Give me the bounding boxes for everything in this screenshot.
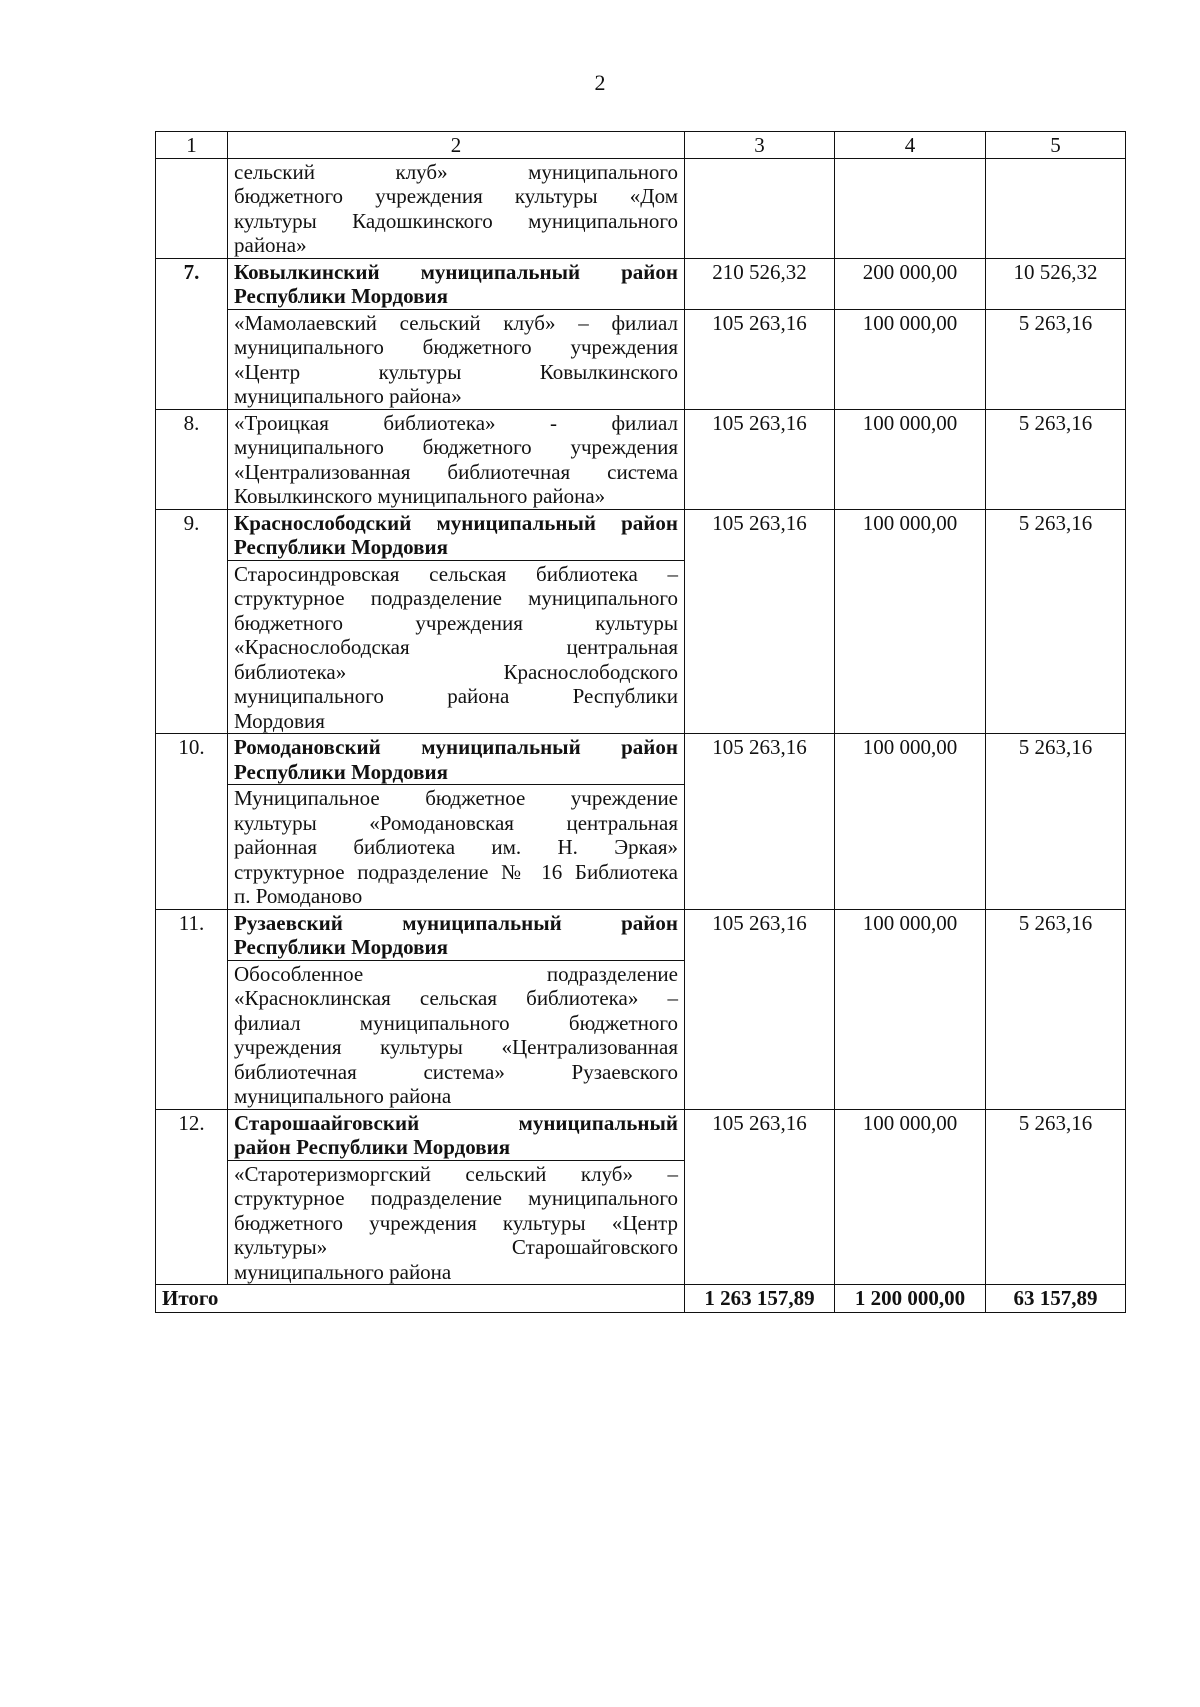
district-line: Краснослободский муниципальный район — [234, 510, 678, 535]
text-line: структурное подразделение муниципального — [234, 1186, 678, 1210]
amount-federal: 100 000,00 — [835, 509, 986, 734]
text-line: Ковылкинского муниципального района» — [234, 484, 606, 508]
amount-total: 105 263,16 — [685, 909, 835, 1109]
table-row — [156, 909, 1126, 960]
amount-total: 105 263,16 — [685, 309, 835, 409]
amount-total: 105 263,16 — [685, 1109, 835, 1285]
amount-total: 210 526,32 — [685, 258, 835, 309]
district-cell — [228, 509, 685, 560]
total-amount-federal: 1 200 000,00 — [835, 1285, 986, 1313]
amount-federal: 100 000,00 — [835, 1109, 986, 1285]
institution-cell — [228, 309, 685, 409]
table-row — [156, 309, 1126, 409]
header-cell-3: 3 — [685, 132, 835, 159]
amount-regional: 5 263,16 — [986, 409, 1126, 509]
table-row — [156, 158, 1126, 258]
institution-cell — [228, 785, 685, 910]
amount-total — [685, 158, 835, 258]
amount-federal — [835, 158, 986, 258]
table-row — [156, 1109, 1126, 1160]
text-line: филиал муниципального бюджетного — [234, 1010, 678, 1035]
text-line: районная библиотека им. Н. Эркая» — [234, 835, 678, 859]
amount-federal: 100 000,00 — [835, 734, 986, 910]
row-number — [156, 158, 228, 258]
text-line: структурное подразделение № 16 Библиотека — [234, 859, 678, 884]
text-line: муниципального бюджетного учреждения — [234, 335, 678, 359]
amount-regional: 5 263,16 — [986, 1109, 1126, 1285]
district-line: Республики Мордовия — [234, 535, 448, 559]
amount-federal: 100 000,00 — [835, 309, 986, 409]
district-line: Республики Мордовия — [234, 935, 448, 959]
table-row — [156, 409, 1126, 509]
district-line: Ковылкинский муниципальный район — [234, 259, 678, 284]
text-line: п. Ромоданово — [234, 884, 363, 908]
amount-regional: 10 526,32 — [986, 258, 1126, 309]
amount-federal: 100 000,00 — [835, 909, 986, 1109]
text-line: Мордовия — [234, 708, 325, 733]
header-cell-5: 5 — [986, 132, 1126, 159]
row-number: 9. — [156, 509, 228, 734]
table-row — [156, 734, 1126, 785]
district-cell — [228, 734, 685, 785]
amount-total: 105 263,16 — [685, 734, 835, 910]
text-line: муниципального района» — [234, 384, 462, 408]
district-cell — [228, 909, 685, 960]
text-line: культуры» Старошайговского — [234, 1235, 678, 1259]
text-line: библиотечная система» Рузаевского — [234, 1059, 678, 1084]
institution-cell — [228, 1160, 685, 1285]
page-number: 2 — [594, 70, 606, 95]
district-line: Республики Мордовия — [234, 284, 448, 308]
text-line: «Троицкая библиотека» - филиал — [234, 410, 678, 435]
text-line: Муниципальное бюджетное учреждение — [234, 786, 678, 810]
amount-regional: 5 263,16 — [986, 309, 1126, 409]
text-line: «Красноклинская сельская библиотека» – — [234, 986, 678, 1010]
district-line: Республики Мордовия — [234, 759, 448, 784]
text-line: учреждения культуры «Централизованная — [234, 1035, 678, 1059]
text-line: «Централизованная библиотечная система — [234, 459, 678, 484]
text-line: муниципального района — [234, 1084, 452, 1108]
amount-regional: 5 263,16 — [986, 909, 1126, 1109]
text-line: муниципального района — [234, 1259, 452, 1284]
district-line: Ромодановский муниципальный район — [234, 735, 678, 759]
row-number: 11. — [156, 909, 228, 1109]
table-row — [156, 258, 1126, 309]
text-line: библиотека» Краснослободского — [234, 659, 678, 684]
district-line: Рузаевский муниципальный район — [234, 910, 678, 935]
row-number: 12. — [156, 1109, 228, 1285]
district-cell — [228, 258, 685, 309]
amount-total: 105 263,16 — [685, 509, 835, 734]
amount-federal: 200 000,00 — [835, 258, 986, 309]
text-line: муниципального района Республики — [234, 684, 678, 708]
row-number: 10. — [156, 734, 228, 910]
text-line: «Центр культуры Ковылкинского — [234, 359, 678, 384]
text-line: бюджетного учреждения культуры — [234, 610, 678, 635]
district-line: район Республики Мордовия — [234, 1135, 511, 1159]
table-row — [156, 509, 1126, 560]
district-line: Старошаайговский муниципальный — [234, 1110, 678, 1135]
header-cell-2: 2 — [228, 132, 685, 159]
amount-federal: 100 000,00 — [835, 409, 986, 509]
institution-cell — [228, 560, 685, 734]
text-line: «Старотеризморгский сельский клуб» – — [234, 1161, 678, 1186]
header-cell-1: 1 — [156, 132, 228, 159]
amount-regional: 5 263,16 — [986, 734, 1126, 910]
amount-regional: 5 263,16 — [986, 509, 1126, 734]
row-number: 7. — [156, 258, 228, 409]
text-line: культуры Кадошкинского муниципального — [234, 208, 678, 233]
total-amount-regional: 63 157,89 — [986, 1285, 1126, 1313]
text-line: муниципального бюджетного учреждения — [234, 435, 678, 459]
text-line: структурное подразделение муниципального — [234, 586, 678, 610]
text-line: Обособленное подразделение — [234, 961, 678, 986]
institution-cell — [228, 158, 685, 258]
text-line: бюджетного учреждения культуры «Дом — [234, 184, 678, 208]
text-line: Старосиндровская сельская библиотека – — [234, 561, 678, 586]
district-cell — [228, 1109, 685, 1160]
text-line: «Мамолаевский сельский клуб» – филиал — [234, 310, 678, 335]
allocation-table — [155, 131, 1126, 1313]
table-header-row — [156, 132, 1126, 159]
row-number: 8. — [156, 409, 228, 509]
text-line: бюджетного учреждения культуры «Центр — [234, 1210, 678, 1235]
text-line: культуры «Ромодановская центральная — [234, 810, 678, 835]
total-label: Итого — [156, 1285, 685, 1313]
total-amount-total: 1 263 157,89 — [685, 1285, 835, 1313]
total-row — [156, 1285, 1126, 1313]
text-line: сельский клуб» муниципального — [234, 159, 678, 184]
institution-cell — [228, 409, 685, 509]
text-line: «Краснослободская центральная — [234, 635, 678, 659]
amount-total: 105 263,16 — [685, 409, 835, 509]
institution-cell — [228, 960, 685, 1109]
amount-regional — [986, 158, 1126, 258]
text-line: района» — [234, 233, 307, 257]
header-cell-4: 4 — [835, 132, 986, 159]
